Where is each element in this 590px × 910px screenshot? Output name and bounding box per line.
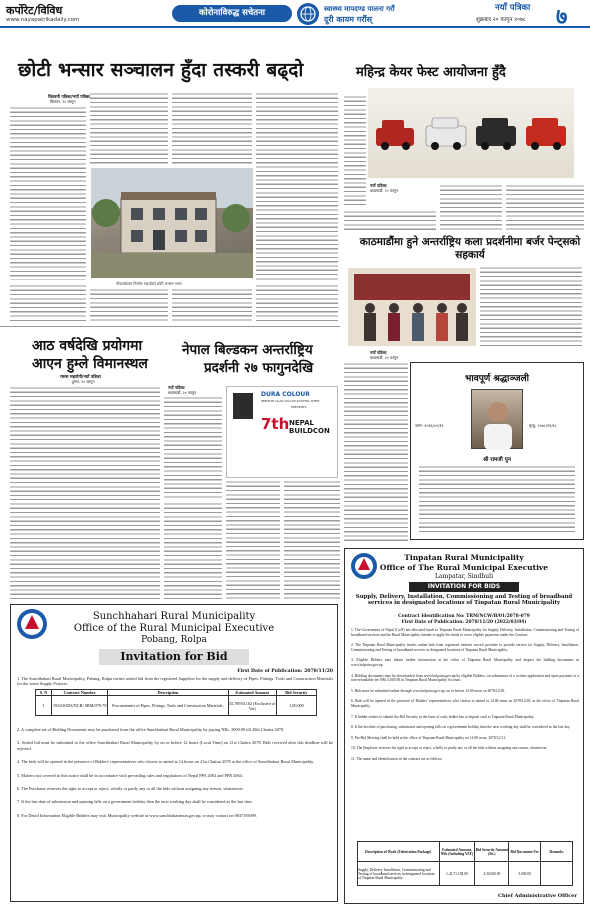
clause: 6. The Purchaser reserves the right to accept or reject, wholly or partly any or all the bids without assigning any reason, whatsoever. xyxy=(17,786,244,792)
headline-buildcon-2: प्रदर्शनी २७ फागुनदेखि xyxy=(204,360,314,376)
clause: 5. Bids must be submitted online through www.bolpatra.gov.np, on or before 12:00 noon on 2078/12/20. xyxy=(351,688,506,693)
table-cell: 35,78930.162 (Exclusive of Vat) xyxy=(228,696,276,716)
article-body-col xyxy=(10,284,86,323)
dateline: चितवन, २० फागुन xyxy=(50,99,76,104)
headline-berger: काठमाडौंमा हुने अन्तर्राष्ट्रिय कला प्रदर्शनीमा बर्जर पेन्ट्सको सहकार्य xyxy=(359,236,581,261)
tender-clauses xyxy=(17,727,333,895)
article-body-col xyxy=(90,92,168,166)
paper-name: नयाँ पत्रिका xyxy=(495,3,531,13)
tender-clauses xyxy=(351,628,579,838)
clause: 10. The Employer reserves the right to accept or reject, wholly or partly any or all the bids without assigning any reason, whatsoever. xyxy=(351,746,548,751)
bid-table xyxy=(35,689,317,716)
byline: चितवनी पत्रिका/नयाँ पत्रिका xyxy=(48,94,91,99)
clause: 8. If the last date of purchasing, submission and opening falls on a government holiday then the next working day shall be considered as the last day. xyxy=(351,725,571,730)
berger-event-photo xyxy=(348,268,476,346)
table-cell: Supply, Delivery, Installation, Commissioning and Testing of broadband services in designated locations of Tinpatan Rural Municipality xyxy=(358,862,440,886)
article-body-col xyxy=(256,284,338,323)
campaign-banner: कोरोनाविरुद्ध सचेतना xyxy=(172,5,292,22)
building-icon xyxy=(233,393,253,419)
clause: 5. Matters not covered in this notice shall be in accordance with prevailing rules and regulations of Nepal PPA 2063 and PPR 2064. xyxy=(17,772,243,778)
tender-notice-tinpatan xyxy=(344,548,584,904)
divider xyxy=(0,326,340,327)
ad-edition: 7th xyxy=(261,415,290,433)
publication-date: First Date of Publication: 2078/11/20 (2022/03/04) xyxy=(401,620,527,625)
table-header: S. N xyxy=(36,690,52,696)
org-office: Office of the Rural Municipal Executive xyxy=(73,623,275,634)
dateline: काठमाडौं, २० फागुन xyxy=(370,355,399,360)
org-name: Tinpatan Rural Municipality xyxy=(404,553,524,562)
notice-title: Invitation for Bid xyxy=(99,649,249,665)
customs-building-photo xyxy=(91,168,253,278)
clause: 11. The name and identification of the contract are as follows: xyxy=(351,756,443,761)
slogan-line-2: दूरी कायम गरौंस् xyxy=(324,14,373,24)
table-cell: 1,00,000 xyxy=(276,696,316,716)
table-header: Description of Work (Fabrication Package) xyxy=(358,842,440,862)
table-cell: 5,000.00 xyxy=(509,862,541,886)
ad-event: NEPAL BUILDCON xyxy=(289,419,330,435)
table-header: Bid Security Amount (Rs.) xyxy=(475,842,509,862)
obituary-box xyxy=(410,362,584,540)
article-body-col xyxy=(164,502,222,600)
clause: 6. Bids will be opened in the presence of Bidders' representatives who choose to attend at 14:00 noon on 2078/12/20, at the office of Tinpatan Rural Municipality. xyxy=(351,699,579,708)
page-number: ७ xyxy=(556,4,568,30)
article-body-col xyxy=(256,92,338,280)
ad-tagline: PREMIUM ALLIN-COLOUR ROOFING SHEET xyxy=(261,399,320,403)
article-body-col xyxy=(10,106,86,280)
org-location: Lampatar, Sindhuli xyxy=(435,573,493,580)
birth-date: जन्म: २०१६/०२/१९ xyxy=(415,423,444,428)
dateline: काठमाडौं, २० फागुन xyxy=(370,188,399,193)
obituary-title: भावपूर्ण श्रद्धाञ्जली xyxy=(465,374,529,384)
byline: नयाँ पत्रिका xyxy=(370,183,387,188)
article-body-col xyxy=(440,184,502,232)
portrait-photo xyxy=(471,389,523,449)
article-body-col xyxy=(284,480,340,600)
section-title: कर्पोरेट/विविध xyxy=(6,4,63,17)
clause: 8. For Detail Information Eligible Bidders may visit Municipality website at www.sunchhaharimun.gov.np, or may contact on 9847193099. xyxy=(17,812,258,818)
article-body-col xyxy=(344,210,436,232)
intro-clause: 1. The Sunchhahari Rural Municipality, Pobang, Rolpa invites sealed bid from the registered Suppliers for the supply and delivery of Pipes, Fittings, Tools and Construction Materials for the water Supply Projects. xyxy=(17,676,333,686)
article-body-col xyxy=(10,386,160,500)
headline-customs: छोटी भन्सार सञ्चालन हुँदा तस्करी बढ्दो xyxy=(18,59,304,81)
clause: 4. Bidding documents may be downloaded from www.bolpatra.gov.np by eligible Bidders, on submission of a written application and upon payment of a non-refundable fee NRs 5,000.00 in Tinpatan Rural Municipality Account. xyxy=(351,673,579,683)
signature: Chief Administrative Officer xyxy=(498,893,577,899)
clause: 1. The Government of Nepal (GoN) has allocated funds to Tinpatan Rural Municipality for Supply, Delivery, Installation, Commissioning and Testing of broadband services and the Rural Municipality intends to apply the funds to cover eligible payments under the Contract. xyxy=(351,628,579,637)
byline: नयाँ पत्रिका xyxy=(370,350,387,355)
clause: 3. Sealed bid must be submitted to the office Sunchhahari Rural Municipality by on or before 12 hours (Local Time) on 21st Chaitra 2078. Bids received after this deadline will be rejected. xyxy=(17,740,333,751)
org-location: Pobang, Rolpa xyxy=(141,635,207,645)
table-header: Bid Security xyxy=(276,690,316,696)
table-cell: 1,43,71,158.00 xyxy=(439,862,475,886)
clause: 4. The bids will be opened in the presence of Bidders' representatives who choose to attend at 14 hours on 21st Chaitra 2078 at the office of Sunchhahari Rural Municipality. xyxy=(17,759,315,765)
buildcon-ad xyxy=(226,386,338,478)
mahindra-vehicles-photo xyxy=(368,88,574,178)
table-cell: 4,30,000.00 xyxy=(475,862,509,886)
table-cell: Procurements of Pipes, Fittings, Tools and Construction Materials. xyxy=(108,696,228,716)
article-body-col xyxy=(172,92,252,166)
clause: 2. A complete set of Bidding Documents may be purchased from the office Sunchhahari Rural Municipality by paying NRs. 3000.00 till 20th Chaitra 2078. xyxy=(17,727,285,732)
table-header: Remarks xyxy=(541,842,573,862)
table-cell xyxy=(541,862,573,886)
death-date: मृत्यु: २०७८/११/१८ xyxy=(529,423,557,428)
table-cell: 19/GOODS/NCB/ SRM/078-79 xyxy=(52,696,108,716)
clause: 3. Eligible Bidders may obtain further information at the office of Tinpatan Rural Municipality and inspect the bidding documents in www.bolpatra.gov.np xyxy=(351,658,579,667)
article-body-col xyxy=(226,480,280,600)
notice-banner: INVITATION FOR BIDS xyxy=(409,582,519,592)
issue-date: शुक्रबार २० फागुन २०७८ xyxy=(476,17,526,23)
table-header: Estimated Amount, NRs (Including VAT) xyxy=(439,842,475,862)
contract-id: Contract Identification No: TRM/NCW/B/01/2078-079 xyxy=(398,614,530,619)
dateline: हुम्ला, २० फागुन xyxy=(72,379,95,384)
clause: 7. If the last date of submission and opening falls on a government holiday then the next working day shall be considered as the last date. xyxy=(17,799,253,805)
headline-mahindra: महिन्द्र केयर फेस्ट आयोजना हुँदै xyxy=(356,65,506,80)
ad-brand: DURA COLOUR xyxy=(261,391,310,398)
globe-icon xyxy=(297,3,319,25)
clause: 7. If bidder wishes to submit the Bid Security in the form of cash, bidder has to deposit cash to Tinpatan Rural Municipality. xyxy=(351,714,535,719)
article-body-col xyxy=(344,95,366,207)
article-body-col xyxy=(480,266,582,348)
publication-date: First Date of Publication: 2078/11/20 xyxy=(237,669,333,674)
slogan-line-1: स्वास्थ्य मापदण्ड पालना गरौं xyxy=(324,4,395,13)
article-body-col xyxy=(506,184,584,232)
article-body-col xyxy=(164,396,222,500)
article-body-col xyxy=(90,288,168,323)
dateline: काठमाडौं, २० फागुन xyxy=(168,390,197,395)
deceased-name: श्री रामजी पुन xyxy=(483,457,511,463)
table-header: Description xyxy=(108,690,228,696)
website-url[interactable]: www.nayapatrikadaily.com xyxy=(6,17,80,23)
clause: 9. Pre-Bid Meeting shall be held at the office of Tinpatan Rural Municipality on 14:00 noon, 2078/12/11. xyxy=(351,735,506,740)
table-cell: 1 xyxy=(36,696,52,716)
photo-caption: पीपलबोटमा निर्माण भइरहेको छोटी भन्सार भवन xyxy=(116,281,182,286)
headline-airport-2: आएन हुम्ले विमानस्थल xyxy=(32,356,148,372)
clause: 2. The Tinpatan Rural Municipality invites online bids from registered internet service provider to provide service for Supply, Delivery, Installation, Commissioning and Testing of broadband services in designated locations of Tinpatan Rural Municipality. xyxy=(351,643,579,652)
obituary-text xyxy=(419,465,575,533)
contract-table xyxy=(357,841,573,886)
ad-presents: PRESENTS xyxy=(291,405,307,409)
table-header: Estimated Amount xyxy=(228,690,276,696)
article-body-col xyxy=(10,502,160,600)
article-body-col xyxy=(344,362,408,542)
headline-airport-1: आठ वर्षदेखि प्रयोगमा xyxy=(32,338,143,354)
byline: नयाँ पत्रिका xyxy=(168,385,185,390)
article-body-col xyxy=(172,288,252,323)
byline: रासस सहयोगी/नयाँ पत्रिका xyxy=(60,374,101,379)
table-header: Contract Number xyxy=(52,690,108,696)
tender-notice-sunchhahari xyxy=(10,604,338,902)
notice-subject: Supply, Delivery, Installation, Commissioning and Testing of broadband services in designated locations of Tinpatan Rural Municipality xyxy=(355,594,573,607)
org-office: Office of The Rural Municipal Executive xyxy=(379,563,549,572)
org-name: Sunchhahari Rural Municipality xyxy=(92,611,256,622)
headline-buildcon-1: नेपाल बिल्डकन अन्तर्राष्ट्रिय xyxy=(182,342,313,358)
table-header: Bid Document Fee xyxy=(509,842,541,862)
